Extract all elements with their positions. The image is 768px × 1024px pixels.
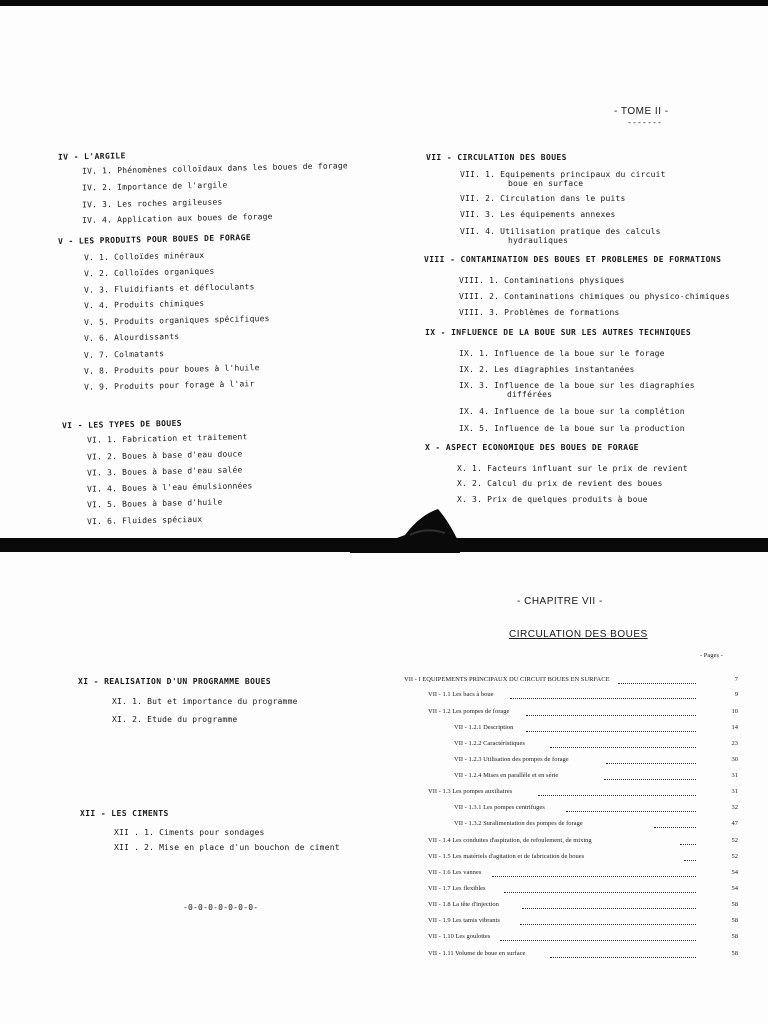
- contents-left-item: V. 2. Colloïdes organiques: [83, 266, 215, 279]
- toc-leader-dots: [510, 698, 696, 699]
- toc-entry-label: VII - 1.5 Les matériels d'agitation et de fabrication de boues: [428, 853, 585, 860]
- toc-entry-page: 58: [731, 901, 738, 908]
- toc-entry-page: 32: [731, 804, 738, 811]
- contents-left-item: V. 4. Produits chimiques: [83, 298, 205, 311]
- contents-right-item: IX. 2. Les diagraphies instantanées: [459, 365, 635, 374]
- contents-left-item: VI. 5. Boues à base d'huile: [86, 497, 223, 510]
- contents-left-item: V. 1. Colloïdes minéraux: [83, 250, 205, 263]
- toc-entry-label: VII - 1.4 Les conduites d'aspiration, de refoulement, de mixing: [428, 837, 592, 844]
- contents-left-item: V. 8. Produits pour boues à l'huile: [83, 363, 260, 376]
- contents-left-item: V. 9. Produits pour forage à l'air: [83, 379, 255, 392]
- contents-right-item: VII. 4. Utilisation pratique des calculs: [460, 227, 661, 236]
- contents-left-item: IV. 2. Importance de l'argile: [81, 180, 228, 193]
- toc-entry-page: 23: [731, 740, 738, 747]
- toc-entry-label: VII - 1.11 Volume de boue en surface: [428, 950, 526, 957]
- toc-entry-page: 7: [734, 676, 738, 683]
- chapter-subtitle: CIRCULATION DES BOUES: [509, 629, 648, 640]
- contents-right-heading: VII - CIRCULATION DES BOUES: [426, 153, 567, 162]
- contents-bottom-left-heading: XII - LES CIMENTS: [80, 809, 169, 818]
- toc-leader-dots: [606, 763, 696, 764]
- toc-entry-page: 54: [731, 869, 738, 876]
- top-edge-band: [0, 0, 768, 6]
- contents-right-item: IX. 5. Influence de la boue sur la production: [459, 424, 685, 433]
- contents-right-item: X. 1. Facteurs influant sur le prix de revient: [457, 464, 688, 473]
- contents-right-item: différées: [507, 390, 553, 399]
- toc-entry-label: VII - 1.8 La tête d'injection: [428, 901, 499, 908]
- toc-entry-page: 58: [731, 950, 738, 957]
- toc-entry-page: 9: [734, 691, 738, 698]
- contents-left-heading: V - LES PRODUITS POUR BOUES DE FORAGE: [57, 232, 252, 247]
- contents-bottom-left-item: -0-0-0-0-0-0-0-: [183, 903, 259, 912]
- toc-entry-label: VII - 1.1 Les bacs à boue: [428, 691, 494, 698]
- toc-entry-label: VII - 1.3.1 Les pompes centrifuges: [454, 804, 545, 811]
- toc-entry-label: VII - 1.2.3 Utilisation des pompes de forage: [454, 756, 569, 763]
- toc-entry-label: VII - 1.2.4 Mises en parallèle et en série: [454, 772, 559, 779]
- toc-entry-label: VII - 1.9 Les tamis vibrants: [428, 917, 500, 924]
- toc-leader-dots: [550, 747, 696, 748]
- contents-right-item: VII. 3. Les équipements annexes: [460, 210, 616, 219]
- contents-left-heading: IV - L'ARGILE: [57, 151, 126, 162]
- toc-entry-page: 31: [731, 772, 738, 779]
- contents-left-item: V. 6. Alourdissants: [83, 332, 180, 343]
- contents-bottom-left-heading: XI - REALISATION D'UN PROGRAMME BOUES: [78, 677, 272, 686]
- contents-right-item: VII. 2. Circulation dans le puits: [460, 194, 626, 203]
- tome-underline: -------: [627, 118, 663, 127]
- contents-bottom-left-item: XII . 2. Mise en place d'un bouchon de ciment: [114, 843, 340, 852]
- toc-leader-dots: [526, 715, 696, 716]
- contents-left-item: VI. 4. Boues à l'eau émulsionnées: [86, 481, 253, 494]
- toc-leader-dots: [566, 811, 696, 812]
- toc-leader-dots: [684, 860, 696, 861]
- toc-entry-page: 58: [731, 917, 738, 924]
- toc-leader-dots: [654, 827, 696, 828]
- contents-left-item: V. 7. Colmatants: [83, 349, 165, 360]
- contents-right-item: IX. 1. Influence de la boue sur le forage: [459, 349, 665, 358]
- contents-bottom-left-item: XI. 2. Etude du programme: [112, 715, 238, 724]
- contents-bottom-left-item: XII . 1. Ciments pour sondages: [114, 828, 265, 837]
- toc-entry-label: VII - 1.2 Les pompes de forage: [428, 708, 510, 715]
- toc-leader-dots: [550, 957, 696, 958]
- contents-right-heading: X - ASPECT ECONOMIQUE DES BOUES DE FORAGE: [425, 443, 639, 452]
- toc-entry-page: 47: [731, 820, 738, 827]
- chapter-title: - CHAPITRE VII -: [517, 596, 603, 607]
- toc-leader-dots: [618, 683, 696, 684]
- contents-left-item: IV. 4. Application aux boues de forage: [81, 212, 273, 225]
- toc-entry-page: 52: [731, 853, 738, 860]
- toc-leader-dots: [522, 908, 696, 909]
- toc-leader-dots: [526, 731, 696, 732]
- toc-entry-page: 52: [731, 837, 738, 844]
- contents-right-item: VIII. 3. Problèmes de formations: [459, 308, 620, 317]
- contents-left-item: VI. 6. Fluides spéciaux: [86, 514, 203, 527]
- toc-entry-label: VII - 1.10 Les goulottes: [428, 933, 491, 940]
- toc-entry-label: VII - 1.3.2 Suralimentation des pompes de forage: [454, 820, 583, 827]
- toc-entry-label: VII - 1.7 Les flexibles: [428, 885, 486, 892]
- toc-entry-label: VII - 1.2.2 Caractéristiques: [454, 740, 525, 747]
- toc-entry-label: VII - 1.6 Les vannes: [428, 869, 482, 876]
- contents-right-heading: VIII - CONTAMINATION DES BOUES ET PROBLEMES DE FORMATIONS: [424, 255, 722, 264]
- toc-entry-label: VII - I EQUIPEMENTS PRINCIPAUX DU CIRCUIT BOUES EN SURFACE: [404, 676, 610, 683]
- scan-smudge: [350, 505, 460, 553]
- contents-left-item: IV. 1. Phénomènes colloïdaux dans les boues de forage: [81, 161, 348, 176]
- toc-entry-page: 54: [731, 885, 738, 892]
- toc-leader-dots: [538, 795, 696, 796]
- contents-right-item: hydrauliques: [508, 236, 569, 245]
- contents-right-item: boue en surface: [508, 179, 584, 188]
- contents-right-item: IX. 4. Influence de la boue sur la complétion: [459, 407, 685, 416]
- toc-leader-dots: [680, 844, 696, 845]
- contents-right-item: X. 2. Calcul du prix de revient des boues: [457, 479, 663, 488]
- tome-title: - TOME II -: [614, 106, 669, 117]
- pages-label: - Pages -: [700, 652, 723, 659]
- contents-right-item: VIII. 2. Contaminations chimiques ou physico-chimiques: [459, 292, 730, 301]
- toc-entry-page: 58: [731, 933, 738, 940]
- toc-entry-page: 10: [731, 708, 738, 715]
- toc-leader-dots: [604, 779, 696, 780]
- contents-left-item: VI. 2. Boues à base d'eau douce: [86, 449, 243, 462]
- contents-left-item: V. 5. Produits organiques spécifiques: [83, 314, 270, 327]
- contents-left-item: VI. 3. Boues à base d'eau salée: [86, 465, 243, 478]
- contents-left-item: V. 3. Fluidifiants et défloculants: [83, 282, 255, 295]
- contents-left-heading: VI - LES TYPES DE BOUES: [61, 418, 183, 431]
- toc-leader-dots: [520, 924, 696, 925]
- contents-right-item: VIII. 1. Contaminations physiques: [459, 276, 625, 285]
- toc-leader-dots: [504, 892, 696, 893]
- toc-entry-page: 31: [731, 788, 738, 795]
- contents-left-item: VI. 1. Fabrication et traitement: [86, 432, 248, 445]
- contents-right-item: VII. 1. Equipements principaux du circuit: [460, 170, 666, 179]
- contents-left-item: IV. 3. Les roches argileuses: [81, 197, 223, 210]
- contents-bottom-left-item: XI. 1. But et importance du programme: [112, 697, 298, 706]
- toc-entry-label: VII - 1.2.1 Description: [454, 724, 514, 731]
- toc-entry-page: 30: [731, 756, 738, 763]
- toc-leader-dots: [492, 876, 696, 877]
- toc-leader-dots: [500, 940, 696, 941]
- toc-entry-page: 14: [731, 724, 738, 731]
- contents-right-item: IX. 3. Influence de la boue sur les diagraphies: [459, 381, 695, 390]
- contents-right-item: X. 3. Prix de quelques produits à boue: [457, 495, 648, 504]
- contents-right-heading: IX - INFLUENCE DE LA BOUE SUR LES AUTRES TECHNIQUES: [425, 328, 692, 337]
- toc-entry-label: VII - 1.3 Les pompes auxiliaires: [428, 788, 513, 795]
